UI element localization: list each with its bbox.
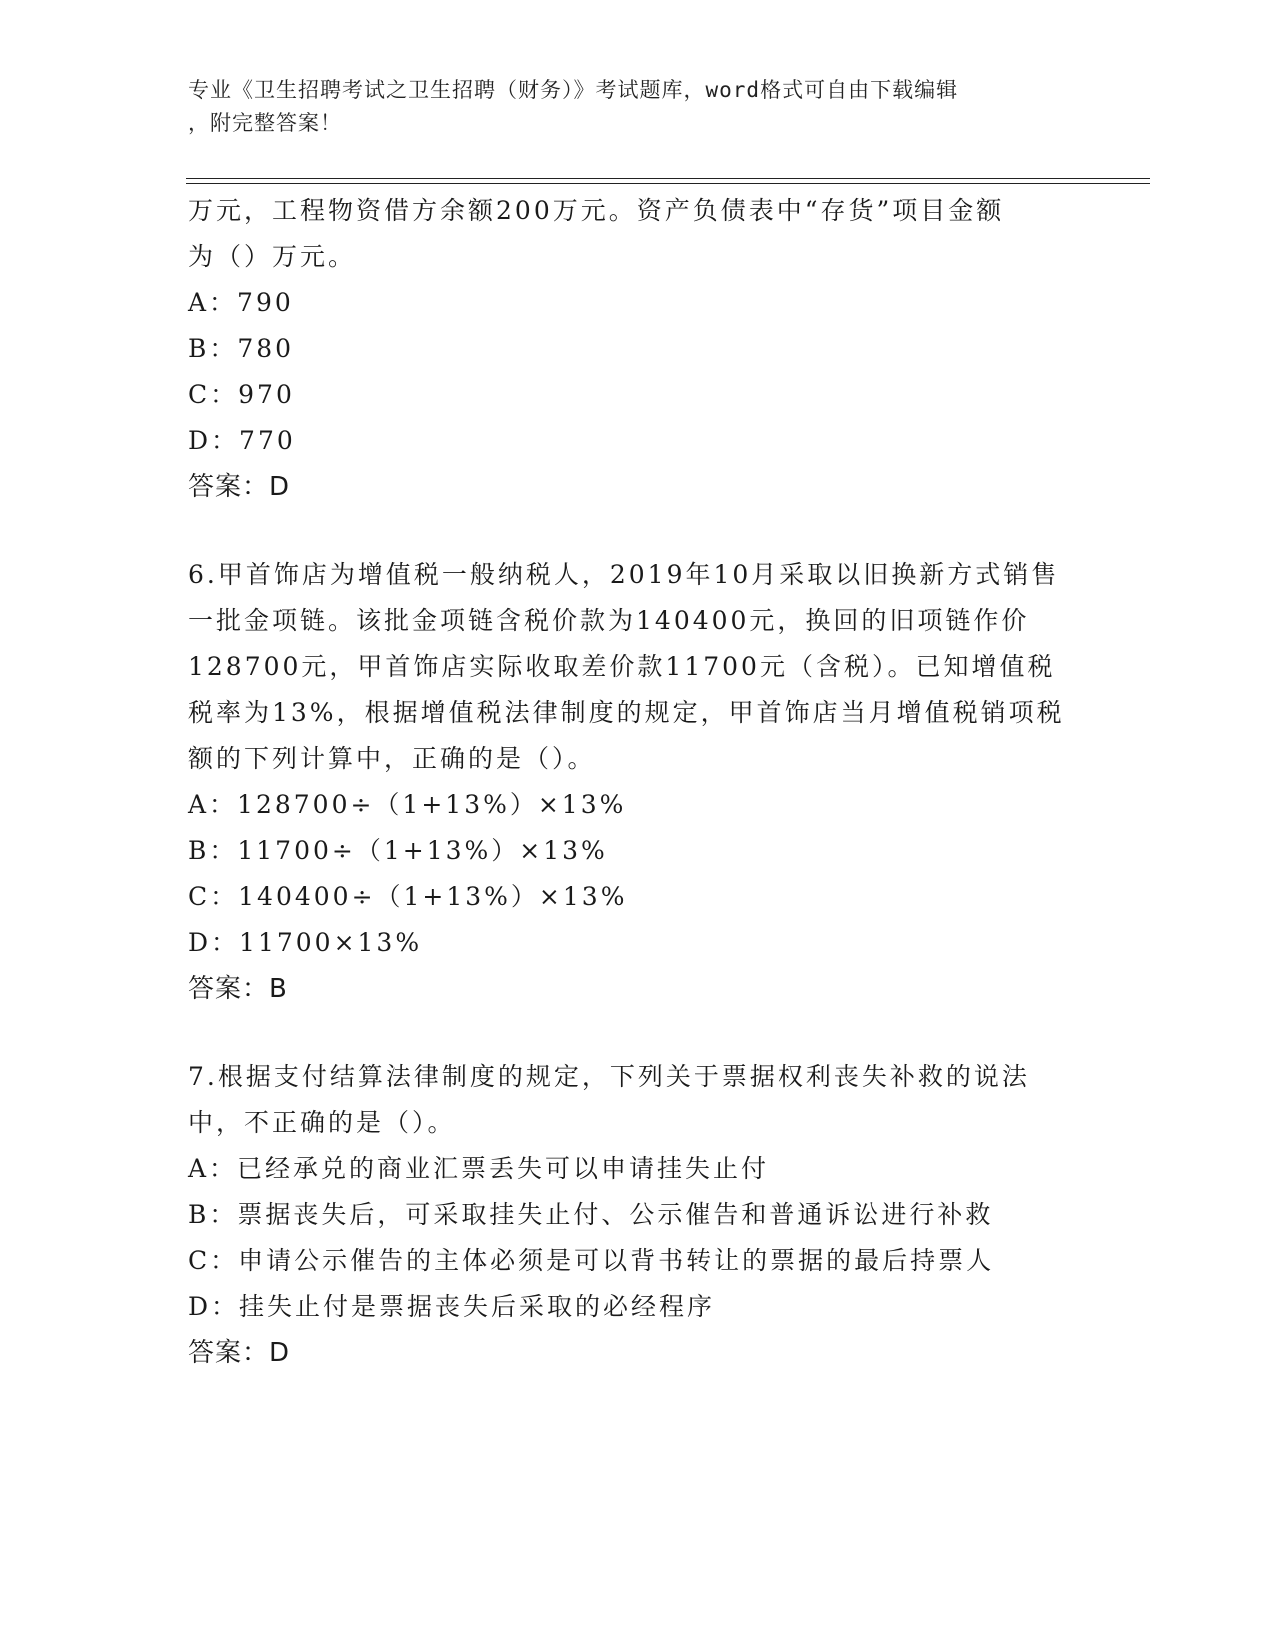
question-stem-line: 一批金项链。该批金项链含税价款为140400元，换回的旧项链作价 [188, 606, 1030, 635]
question-stem-line: 税率为13%，根据增值税法律制度的规定，甲首饰店当月增值税销项税 [188, 698, 1065, 727]
option-a: A：已经承兑的商业汇票丢失可以申请挂失止付 [188, 1154, 770, 1183]
option-d: D：770 [188, 426, 296, 455]
option-b: B：780 [188, 334, 295, 363]
question-stem-line: 7.根据支付结算法律制度的规定，下列关于票据权利丧失补救的说法 [188, 1062, 1030, 1091]
question-block [188, 188, 1088, 510]
question-stem-line: 万元，工程物资借方余额200万元。资产负债表中“存货”项目金额 [188, 196, 1005, 225]
answer-line: 答案：D [188, 472, 291, 502]
option-a: A：790 [188, 288, 294, 317]
question-stem-line: 额的下列计算中，正确的是（）。 [188, 744, 596, 773]
question-block [188, 552, 1088, 1012]
option-c: C：申请公示催告的主体必须是可以背书转让的票据的最后持票人 [188, 1246, 995, 1275]
question-stem-line: 128700元，甲首饰店实际收取差价款11700元（含税）。已知增值税 [188, 652, 1056, 681]
option-b: B：票据丧失后，可采取挂失止付、公示催告和普通诉讼进行补救 [188, 1200, 994, 1229]
question-stem-line: 6.甲首饰店为增值税一般纳税人，2019年10月采取以旧换新方式销售 [188, 560, 1060, 589]
question-list [188, 188, 1088, 1376]
option-c: C：140400÷（1+13%）×13% [188, 882, 628, 911]
answer-line: 答案：B [188, 974, 288, 1004]
option-c: C：970 [188, 380, 295, 409]
question-block [188, 1054, 1088, 1376]
question-stem-line: 为（）万元。 [188, 242, 357, 271]
answer-line: 答案：D [188, 1338, 291, 1368]
header-divider-top [186, 178, 1150, 179]
document-header [188, 74, 1068, 140]
option-d: D：挂失止付是票据丧失后采取的必经程序 [188, 1292, 716, 1321]
header-divider-bottom [186, 183, 1150, 184]
option-a: A：128700÷（1+13%）×13% [188, 790, 627, 819]
header-line-1: 专业《卫生招聘考试之卫生招聘（财务）》考试题库，word格式可自由下载编辑 [188, 78, 959, 102]
question-stem-line: 中，不正确的是（）。 [188, 1108, 456, 1137]
header-line-2: ，附完整答案！ [188, 111, 342, 135]
option-b: B：11700÷（1+13%）×13% [188, 836, 608, 865]
option-d: D：11700×13% [188, 928, 423, 957]
